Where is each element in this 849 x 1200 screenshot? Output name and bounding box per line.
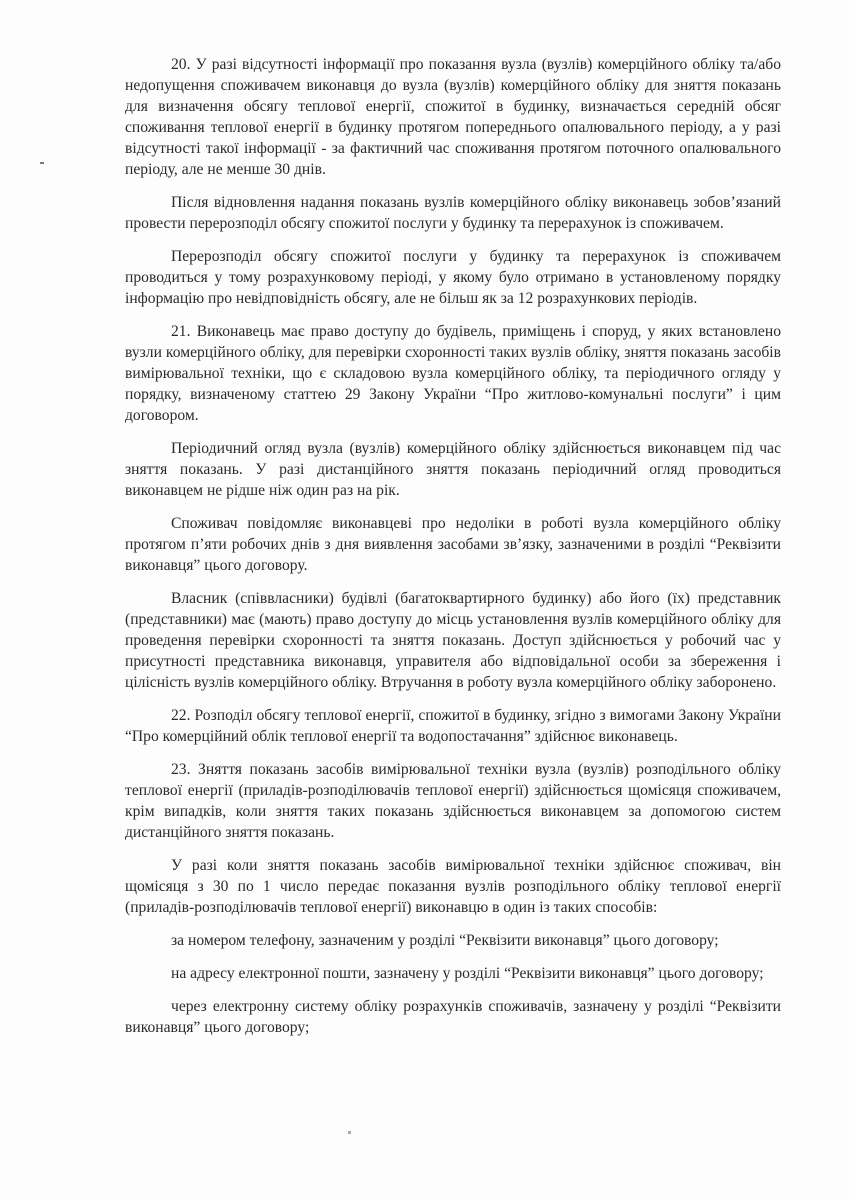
paragraph-21: 21. Виконавець має право доступу до будівель, приміщень і споруд, у яких встановлено вузли комерційного обліку, для перевірки схоронності таких вузлів обліку, зняття показань засобів вимірювальної техніки, що є складовою вузла комерційного обліку, та періодичного огляду у порядку, визначеному статтею 29 Закону України “Про житлово-комунальні послуги” і цим договором. bbox=[125, 323, 781, 424]
list-item: за номером телефону, зазначеним у розділі “Реквізити виконавця” цього договору; bbox=[171, 932, 719, 949]
paragraph: Споживач повідомляє виконавцеві про недоліки в роботі вузла комерційного обліку протягом п’яти робочих днів з дня виявлення засобами зв’язку, зазначеними в розділі “Реквізити виконавця” цього договору. bbox=[125, 515, 781, 574]
paragraph: Після відновлення надання показань вузлів комерційного обліку виконавець зобов’язаний провести перерозподіл обсягу спожитої послуги у будинку та перерахунок із споживачем. bbox=[125, 194, 781, 232]
scan-speck bbox=[40, 162, 44, 164]
paragraph-22: 22. Розподіл обсягу теплової енергії, спожитої в будинку, згідно з вимогами Закону України “Про комерційний облік теплової енергії та водопостачання” здійснює виконавець. bbox=[125, 707, 781, 745]
paragraph-23: 23. Зняття показань засобів вимірювальної техніки вузла (вузлів) розподільного обліку теплової енергії (приладів-розподілювачів теплової енергії) здійснюється щомісяця споживачем, крім випадків, коли зняття таких показань здійснюється виконавцем за допомогою систем дистанційного зняття показань. bbox=[125, 761, 781, 841]
paragraph: Власник (співвласники) будівлі (багатоквартирного будинку) або його (їх) представник (представники) має (мають) право доступу до місць установлення вузлів комерційного обліку для проведення перевірки схоронності та зняття показань. Доступ здійснюється у робочий час у присутності представника виконавця, управителя або відповідальної особи за збереження і цілісність вузлів комерційного обліку. Втручання в роботу вузла комерційного обліку заборонено. bbox=[125, 590, 781, 691]
paragraph: У разі коли зняття показань засобів вимірювальної техніки здійснює споживач, він щомісяця з 30 по 1 число передає показання вузлів розподільного обліку теплової енергії (приладів-розподілювачів теплової енергії) виконавцю в один із таких способів: bbox=[125, 857, 781, 916]
paragraph: Перерозподіл обсягу спожитої послуги у будинку та перерахунок із споживачем проводиться у тому розрахунковому періоді, у якому було отримано в установленому порядку інформацію про невідповідність обсягу, але не більш як за 12 розрахункових періодів. bbox=[125, 248, 781, 307]
scan-speck bbox=[348, 1131, 351, 1134]
document-body bbox=[125, 54, 781, 1050]
paragraph: Періодичний огляд вузла (вузлів) комерційного обліку здійснюється виконавцем під час зняття показань. У разі дистанційного зняття показань періодичний огляд проводиться виконавцем не рідше ніж один раз на рік. bbox=[125, 440, 781, 499]
list-item: на адресу електронної пошти, зазначену у розділі “Реквізити виконавця” цього договору; bbox=[171, 965, 764, 982]
paragraph-20: 20. У разі відсутності інформації про показання вузла (вузлів) комерційного обліку та/або недопущення споживачем виконавця до вузла (вузлів) комерційного обліку для зняття показань для визначення обсягу теплової енергії, спожитої в будинку, визначається середній обсяг споживання теплової енергії в будинку протягом попереднього опалювального періоду, а у разі відсутності такої інформації - за фактичний час споживання протягом поточного опалювального періоду, але не менше 30 днів. bbox=[125, 56, 781, 178]
list-item: через електронну систему обліку розрахунків споживачів, зазначену у розділі “Реквізити виконавця” цього договору; bbox=[125, 998, 781, 1036]
